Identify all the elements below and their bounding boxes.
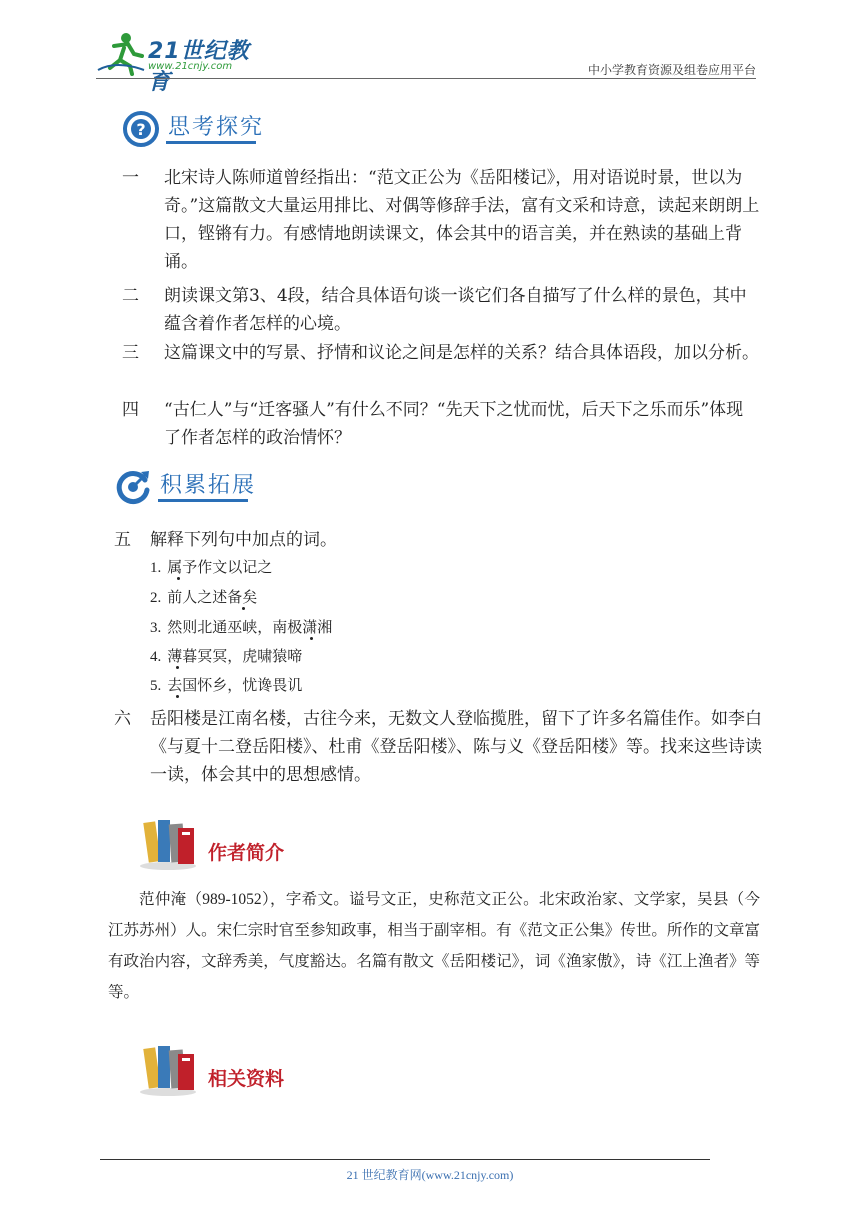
platform-name: 中小学教育资源及组卷应用平台 (587, 63, 756, 77)
author-intro-title: 作者简介 (208, 842, 285, 864)
section-think-title (122, 108, 322, 148)
runner-logo-icon (96, 30, 146, 76)
emphasis-dot (310, 637, 313, 640)
question-mark-icon (122, 110, 160, 148)
question-number: 六 (114, 709, 131, 729)
q5-item-4 (150, 645, 302, 669)
section-underline (158, 499, 248, 502)
item-text: 然则北通巫峡，南极潇湘 (167, 620, 333, 636)
emphasis-dot (176, 666, 179, 669)
question-number: 四 (122, 400, 139, 420)
q5-item-1 (150, 556, 272, 580)
related-heading (138, 1040, 338, 1100)
footer-divider (100, 1159, 710, 1160)
books-icon (138, 814, 202, 870)
item-number: 5. (150, 678, 162, 694)
emphasis-dot (176, 695, 179, 698)
item-text: 去国怀乡，忧谗畏讥 (167, 678, 303, 694)
author-bio: 范仲淹（989-1052），字希文。谥号文正，史称范文正公。北宋政治家、文学家，吴县（今江苏苏州）人。宋仁宗时官至参知政事，相当于副宰相。有《范文正公集》传世。所作的文章富有政治内容，文辞秀美，气度豁达。名篇有散文《岳阳楼记》，词《渔家傲》，诗《江上渔者》等等。 (108, 891, 760, 1001)
section-underline (166, 141, 256, 144)
question-number: 一 (122, 168, 139, 188)
emphasis-dot (242, 607, 245, 610)
books-icon (138, 1040, 202, 1096)
item-number: 2. (150, 590, 162, 606)
question-number: 五 (114, 530, 131, 550)
site-logo[interactable] (96, 30, 266, 95)
item-text: 属予作文以记之 (167, 560, 273, 576)
question-text: 解释下列句中加点的词。 (150, 530, 337, 550)
question-number: 二 (122, 286, 139, 306)
item-number: 3. (150, 620, 162, 636)
footer-link[interactable]: 21 世纪教育网(www.21cnjy.com) (346, 1168, 514, 1182)
q5-item-5 (150, 674, 302, 698)
item-number: 1. (150, 560, 162, 576)
page-header (96, 30, 756, 95)
logo-url: www.21cnjy.com (148, 61, 233, 72)
related-title: 相关资料 (208, 1068, 285, 1090)
emphasis-dot (177, 577, 180, 580)
item-text: 前人之述备矣 (167, 590, 258, 606)
logo-text: 21世纪教育 (148, 39, 250, 95)
question-text: 这篇课文中的写景、抒情和议论之间是怎样的关系？结合具体语段，加以分析。 (164, 343, 759, 363)
section-accumulate-title (114, 466, 314, 506)
svg-text:?: ? (136, 120, 146, 139)
question-text: “古仁人”与“迁客骚人”有什么不同？“先天下之忧而忧，后天下之乐而乐”体现了作者怎样的政治情怀？ (164, 400, 744, 448)
question-text: 岳阳楼是江南名楼，古往今来，无数文人登临揽胜，留下了许多名篇佳作。如李白《与夏十二登岳阳楼》、杜甫《登岳阳楼》、陈与义《登岳阳楼》等。找来这些诗读一读，体会其中的思想感情。 (150, 709, 762, 785)
question-text: 朗读课文第3、4段，结合具体语句谈一谈它们各自描写了什么样的景色，其中蕴含着作者怎样的心境。 (164, 286, 747, 334)
author-intro-heading (138, 814, 338, 874)
question-number: 三 (122, 343, 139, 363)
item-text: 薄暮冥冥，虎啸猿啼 (167, 649, 303, 665)
question-text: 北宋诗人陈师道曾经指出：“范文正公为《岳阳楼记》，用对语说时景，世以为奇。”这篇散文大量运用排比、对偶等修辞手法，富有文采和诗意，读起来朗朗上口，铿锵有力。有感情地朗读课文，体会其中的语言美，并在熟读的基础上背诵。 (164, 168, 760, 272)
q5-item-3 (150, 616, 332, 640)
section-think-label: 思考探究 (168, 115, 265, 140)
header-divider (96, 78, 756, 79)
section-accumulate-label: 积累拓展 (160, 473, 257, 498)
expand-arrow-icon (114, 468, 152, 506)
item-number: 4. (150, 649, 162, 665)
q5-item-2 (150, 586, 257, 610)
